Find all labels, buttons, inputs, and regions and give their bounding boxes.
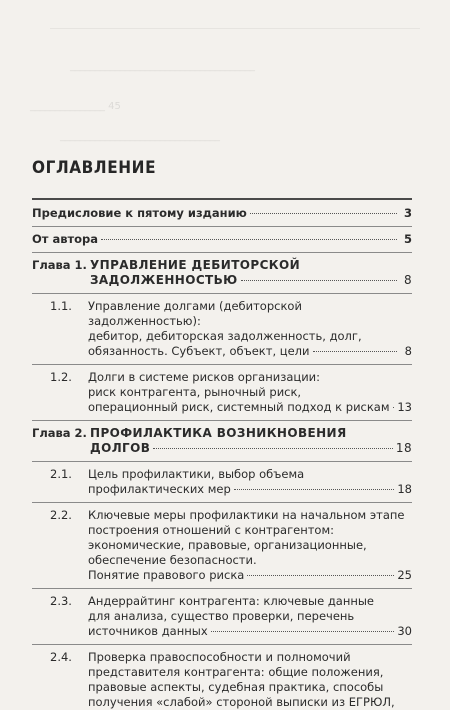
toc-chapter-2[interactable]	[32, 426, 412, 456]
leader-dots	[234, 489, 395, 490]
divider	[32, 588, 412, 589]
chapter-title-line: ДОЛГОВ	[90, 441, 151, 455]
toc-entry-preface[interactable]	[32, 206, 412, 221]
section-line: операционный риск, системный подход к рискам	[88, 400, 390, 414]
section-number: 2.3.	[50, 594, 72, 608]
entry-title: Предисловие к пятому изданию	[32, 206, 247, 220]
section-number: 2.4.	[50, 650, 72, 664]
toc-heading: ОГЛАВЛЕНИЕ	[32, 158, 157, 178]
section-line: дебитор, дебиторская задолженность, долг,	[88, 329, 362, 343]
toc-section-2-3[interactable]	[32, 594, 412, 639]
section-line: Цель профилактики, выбор объема	[88, 467, 305, 481]
section-line: Андеррайтинг контрагента: ключевые данные	[88, 594, 375, 608]
divider	[32, 461, 412, 462]
header-rule	[50, 28, 420, 29]
divider	[32, 502, 412, 503]
chapter-label: Глава 2.	[32, 426, 87, 440]
section-line: риск контрагента, рыночный риск,	[88, 385, 302, 399]
section-line: профилактических мер	[88, 482, 231, 496]
section-page: 13	[397, 400, 412, 414]
section-line: правовые аспекты, судебная практика, способы	[88, 680, 384, 694]
section-line: Проверка правоспособности и полномочий	[88, 650, 351, 664]
section-line: Ключевые меры профилактики на начальном этапе	[88, 508, 405, 522]
leader-dots	[241, 280, 397, 281]
chapter-page: 8	[403, 273, 412, 287]
section-line: источников данных	[88, 624, 208, 638]
toc-section-1-2[interactable]	[32, 370, 412, 415]
section-page: 8	[404, 344, 412, 358]
chapter-title-line: УПРАВЛЕНИЕ ДЕБИТОРСКОЙ	[90, 258, 301, 272]
chapter-page: 18	[395, 441, 412, 455]
section-line: построения отношений с контрагентом:	[88, 523, 335, 537]
divider	[32, 364, 412, 365]
section-line: Управление долгами (дебиторской задолженностью):	[88, 299, 302, 328]
chapter-title-line: ПРОФИЛАКТИКА ВОЗНИКНОВЕНИЯ	[90, 426, 347, 440]
toc-page	[32, 158, 412, 710]
toc-chapter-1[interactable]	[32, 258, 412, 288]
toc-section-2-2[interactable]	[32, 508, 412, 583]
entry-page: 5	[403, 232, 412, 246]
chapter-title-line: ЗАДОЛЖЕННОСТЬЮ	[90, 273, 238, 287]
section-line: экономические, правовые, организационные,	[88, 538, 367, 552]
divider	[32, 420, 412, 421]
section-page: 25	[397, 568, 412, 582]
entry-page: 3	[403, 206, 412, 220]
divider	[32, 252, 412, 253]
section-line: представителя контрагента: общие положения,	[88, 665, 384, 679]
section-page: 18	[397, 482, 412, 496]
section-number: 2.1.	[50, 467, 72, 481]
section-line: Долги в системе рисков организации:	[88, 370, 321, 384]
leader-dots	[247, 575, 394, 576]
divider	[32, 226, 412, 227]
bleed-through-text: _____________________________________ _______________ 45 ________________________________	[30, 61, 255, 142]
toc-entry-author[interactable]	[32, 232, 412, 247]
section-number: 1.1.	[50, 299, 72, 313]
section-line: получения «слабой» стороной выписки из ЕГРЮЛ,	[88, 695, 395, 709]
leader-dots	[153, 448, 393, 449]
leader-dots	[313, 351, 398, 352]
entry-title: От автора	[32, 232, 99, 246]
section-page: 30	[397, 624, 412, 638]
leader-dots	[211, 631, 395, 632]
toc-section-2-1[interactable]	[32, 467, 412, 497]
toc-section-2-4[interactable]	[32, 650, 412, 710]
leader-dots	[250, 213, 397, 214]
divider	[32, 644, 412, 645]
leader-dots	[101, 239, 397, 240]
divider	[32, 293, 412, 294]
chapter-label: Глава 1.	[32, 258, 87, 272]
section-line: для анализа, существо проверки, перечень	[88, 609, 355, 623]
leader-dots	[393, 407, 395, 408]
section-line: обязанность. Субъект, объект, цели	[88, 344, 310, 358]
section-line: обеспечение безопасности.	[88, 553, 257, 567]
section-line: Понятие правового риска	[88, 568, 245, 582]
toc-section-1-1[interactable]	[32, 299, 412, 359]
top-rule	[32, 198, 412, 200]
section-number: 1.2.	[50, 370, 72, 384]
section-number: 2.2.	[50, 508, 72, 522]
